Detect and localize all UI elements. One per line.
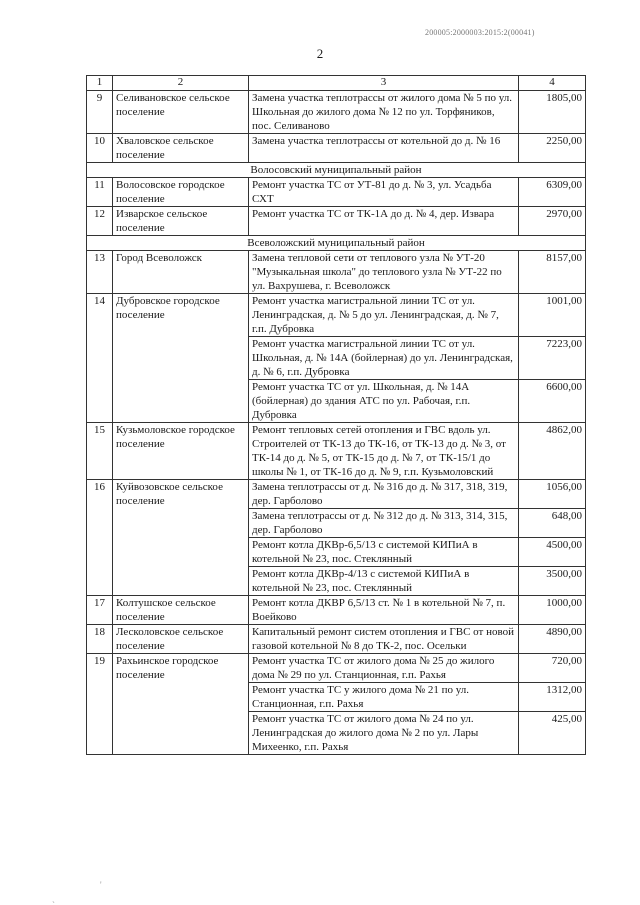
work-sum: 2970,00 [519, 207, 586, 236]
work-description: Замена участка теплотрассы от жилого дома № 5 по ул. Школьная до жилого дома № 12 по ул. Торфяников, пос. Селиваново [249, 91, 519, 134]
municipality-name: Селивановское сельское поселение [113, 91, 249, 134]
header-col-1: 1 [87, 76, 113, 91]
region-title: Волосовский муниципальный район [87, 163, 586, 178]
document-stamp: 200005:2000003:2015:2(00041) [425, 28, 535, 37]
work-sum: 425,00 [519, 712, 586, 755]
work-sum: 3500,00 [519, 567, 586, 596]
row-number: 14 [87, 294, 113, 423]
work-description: Ремонт участка ТС от жилого дома № 24 по ул. Ленинградская до жилого дома № 2 по ул. Лары Михеенко, г.п. Рахья [249, 712, 519, 755]
region-row [87, 163, 586, 178]
table-row [87, 251, 586, 294]
work-sum: 1000,00 [519, 596, 586, 625]
work-description: Замена участка теплотрассы от котельной до д. № 16 [249, 134, 519, 163]
work-sum: 6600,00 [519, 380, 586, 423]
municipality-name: Изварское сельское поселение [113, 207, 249, 236]
table-row [87, 178, 586, 207]
work-description: Ремонт участка ТС от ул. Школьная, д. № 14А (бойлерная) до здания АТС по ул. Рабочая, г.п. Дубровка [249, 380, 519, 423]
municipality-name: Куйвозовское сельское поселение [113, 480, 249, 596]
works-table-body [87, 76, 586, 755]
work-sum: 4890,00 [519, 625, 586, 654]
work-sum: 648,00 [519, 509, 586, 538]
work-sum: 1001,00 [519, 294, 586, 337]
municipality-name: Волосовское городское поселение [113, 178, 249, 207]
header-col-3: 3 [249, 76, 519, 91]
row-number: 9 [87, 91, 113, 134]
row-number: 15 [87, 423, 113, 480]
work-description: Замена тепловой сети от теплового узла № УТ-20 "Музыкальная школа" до теплового узла № УТ-22 по ул. Вахрушева, г. Всеволожск [249, 251, 519, 294]
work-sum: 1805,00 [519, 91, 586, 134]
municipality-name: Дубровское городское поселение [113, 294, 249, 423]
scan-mark: ' [100, 880, 102, 890]
work-description: Замена теплотрассы от д. № 316 до д. № 317, 318, 319, дер. Гарболово [249, 480, 519, 509]
work-description: Ремонт участка магистральной линии ТС от ул. Школьная, д. № 14А (бойлерная) до ул. Ленинградская, д. № 6, г.п. Дубровка [249, 337, 519, 380]
municipality-name: Лесколовское сельское поселение [113, 625, 249, 654]
scan-mark: ˎ [52, 893, 55, 903]
row-number: 11 [87, 178, 113, 207]
header-col-2: 2 [113, 76, 249, 91]
work-sum: 1312,00 [519, 683, 586, 712]
row-number: 17 [87, 596, 113, 625]
table-header-row [87, 76, 586, 91]
work-description: Ремонт участка магистральной линии ТС от ул. Ленинградская, д. № 5 до ул. Ленинградская, д. № 7, г.п. Дубровка [249, 294, 519, 337]
municipality-name: Хваловское сельское поселение [113, 134, 249, 163]
table-row [87, 134, 586, 163]
table-row [87, 207, 586, 236]
row-number: 10 [87, 134, 113, 163]
work-description: Ремонт участка ТС от жилого дома № 25 до жилого дома № 29 по ул. Станционная, г.п. Рахья [249, 654, 519, 683]
page-number: 2 [316, 46, 324, 61]
work-description: Капитальный ремонт систем отопления и ГВС от новой газовой котельной № 8 до ТК-2, пос. Осельки [249, 625, 519, 654]
work-description: Ремонт котла ДКВр-4/13 с системой КИПиА в котельной № 23, пос. Стеклянный [249, 567, 519, 596]
region-title: Всеволожский муниципальный район [87, 236, 586, 251]
work-description: Замена теплотрассы от д. № 312 до д. № 313, 314, 315, дер. Гарболово [249, 509, 519, 538]
table-row [87, 654, 586, 683]
table-row [87, 91, 586, 134]
work-description: Ремонт участка ТС у жилого дома № 21 по ул. Станционная, г.п. Рахья [249, 683, 519, 712]
work-sum: 4500,00 [519, 538, 586, 567]
work-sum: 7223,00 [519, 337, 586, 380]
region-row [87, 236, 586, 251]
municipality-name: Колтушское сельское поселение [113, 596, 249, 625]
work-description: Ремонт котла ДКВР 6,5/13 ст. № 1 в котельной № 7, п. Воейково [249, 596, 519, 625]
works-table [86, 75, 586, 755]
table-row [87, 596, 586, 625]
work-sum: 1056,00 [519, 480, 586, 509]
row-number: 16 [87, 480, 113, 596]
municipality-name: Кузьмоловское городское поселение [113, 423, 249, 480]
row-number: 12 [87, 207, 113, 236]
work-description: Ремонт участка ТС от ТК-1А до д. № 4, дер. Извара [249, 207, 519, 236]
work-sum: 8157,00 [519, 251, 586, 294]
table-row [87, 294, 586, 337]
row-number: 13 [87, 251, 113, 294]
work-sum: 2250,00 [519, 134, 586, 163]
work-sum: 6309,00 [519, 178, 586, 207]
work-description: Ремонт котла ДКВр-6,5/13 с системой КИПиА в котельной № 23, пос. Стеклянный [249, 538, 519, 567]
table-row [87, 480, 586, 509]
municipality-name: Рахьинское городское поселение [113, 654, 249, 755]
row-number: 18 [87, 625, 113, 654]
work-sum: 720,00 [519, 654, 586, 683]
work-description: Ремонт участка ТС от УТ-81 до д. № 3, ул. Усадьба СХТ [249, 178, 519, 207]
row-number: 19 [87, 654, 113, 755]
header-col-4: 4 [519, 76, 586, 91]
municipality-name: Город Всеволожск [113, 251, 249, 294]
table-row [87, 625, 586, 654]
table-row [87, 423, 586, 480]
work-sum: 4862,00 [519, 423, 586, 480]
work-description: Ремонт тепловых сетей отопления и ГВС вдоль ул. Строителей от ТК-13 до ТК-16, от ТК-13 до д. № 3, от ТК-14 до д. № 5, от ТК-15 до д. № 7, от ТК-15/1 до школы № 1, от ТК-16 до д. № 9, г.п. Кузьмоловский [249, 423, 519, 480]
